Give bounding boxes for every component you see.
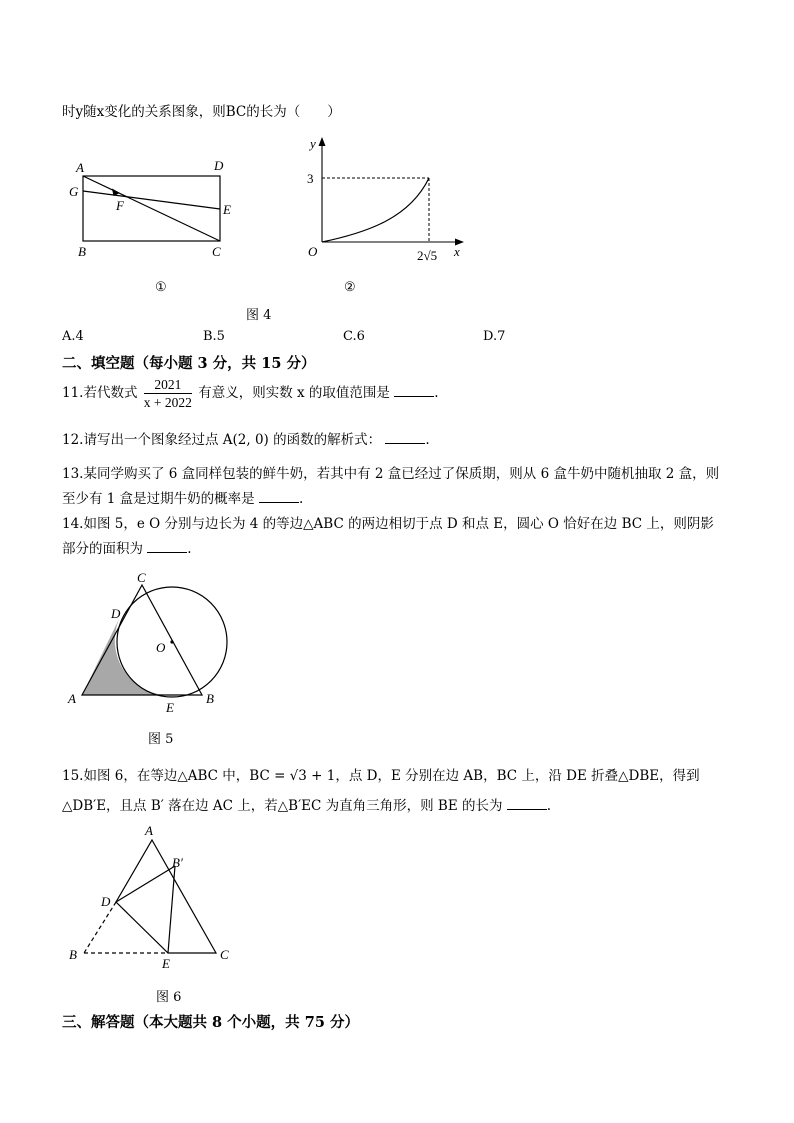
option-c: C.6 xyxy=(343,329,365,344)
figure-4-caption: 图 4 xyxy=(246,308,272,323)
fig5-label-O: O xyxy=(156,640,166,655)
fig1-label-D: D xyxy=(214,158,224,173)
fig6-label-B: B xyxy=(69,947,77,962)
fig2-axis-x: x xyxy=(454,244,460,259)
fig2-x-value: 2√5 xyxy=(417,248,438,263)
q11-suffix: 有意义，则实数 x 的取值范围是 xyxy=(198,385,390,401)
figure-6-caption: 图 6 xyxy=(156,990,182,1005)
q15-line-1: 15.如图 6，在等边△ABC 中，BC = √3 + 1，点 D，E 分别在边 AB，BC 上，沿 DE 折叠△DBE，得到 xyxy=(62,768,700,784)
q13-text: 至少有 1 盒是过期牛奶的概率是 xyxy=(62,491,255,507)
fig2-axis-y: y xyxy=(310,136,316,151)
fig6-label-C: C xyxy=(220,947,229,962)
option-a: A.4 xyxy=(62,329,84,344)
fig5-label-D: D xyxy=(111,606,121,621)
figure-5-caption: 图 5 xyxy=(148,732,174,747)
q11: 11.若代数式 $\frac{2021}{x + 2022}$ 有意义，则实数 x 的取值范围是 . xyxy=(62,377,439,410)
fig5-label-B: B xyxy=(206,691,214,706)
q12: 12.请写出一个图象经过点 A(2, 0) 的函数的解析式： . xyxy=(62,432,430,448)
fig6-label-B-prime: B′ xyxy=(172,855,183,870)
fig2-number: ② xyxy=(344,279,356,294)
q13-answer-blank[interactable] xyxy=(259,490,299,503)
fig1-label-G: G xyxy=(69,184,79,199)
fig1-label-C: C xyxy=(212,244,221,259)
q11-numerator: 2021 xyxy=(144,376,192,394)
q12-answer-blank[interactable] xyxy=(385,431,425,444)
q15-answer-blank[interactable] xyxy=(507,797,547,810)
fig1-number: ① xyxy=(155,279,167,294)
figure-5 xyxy=(60,568,240,718)
fig6-label-A: A xyxy=(145,823,153,838)
fig1-label-A: A xyxy=(76,160,84,175)
option-d: D.7 xyxy=(483,329,506,344)
q11-fraction xyxy=(144,376,192,411)
option-b: B.5 xyxy=(203,329,225,344)
fig6-label-D: D xyxy=(101,894,111,909)
q14-answer-blank[interactable] xyxy=(147,540,187,553)
fig1-label-F: F xyxy=(116,198,124,213)
q11-answer-blank[interactable] xyxy=(394,384,434,397)
fig5-label-A: A xyxy=(68,691,76,706)
fig5-label-E: E xyxy=(166,700,174,715)
q13-line-1: 13.某同学购买了 6 盒同样包装的鲜牛奶，若其中有 2 盒已经过了保质期，则从 6 盒牛奶中随机抽取 2 盒，则 xyxy=(62,466,720,482)
q14-line-2: 部分的面积为 . xyxy=(62,541,192,557)
q15-line-2: △DB′E，且点 B′ 落在边 AC 上，若△B′EC 为直角三角形，则 BE 的长为 . xyxy=(62,798,552,814)
q14-line-1: 14.如图 5，e O 分别与边长为 4 的等边△ABC 的两边相切于点 D 和点 E，圆心 O 恰好在边 BC 上，则阴影 xyxy=(62,516,714,532)
q10-text: 时y随x变化的关系图象，则BC的长为（ ） xyxy=(62,104,341,120)
figure-6 xyxy=(64,820,244,970)
fig2-origin: O xyxy=(308,244,318,259)
fig6-label-E: E xyxy=(162,956,170,970)
q13-line-2: 至少有 1 盒是过期牛奶的概率是 . xyxy=(62,491,304,507)
q11-prefix: 11.若代数式 xyxy=(62,385,138,401)
q15-text: △DB′E，且点 B′ 落在边 AC 上，若△B′EC 为直角三角形，则 BE 的长为 xyxy=(62,798,503,814)
q12-text: 12.请写出一个图象经过点 A(2, 0) 的函数的解析式： xyxy=(62,432,382,448)
figure-4-graph xyxy=(290,135,480,300)
figure-4-rectangle xyxy=(60,150,250,300)
fig5-label-C: C xyxy=(137,570,146,585)
fig2-y-value: 3 xyxy=(307,171,314,186)
fig1-label-B: B xyxy=(78,244,86,259)
fig1-label-E: E xyxy=(223,202,231,217)
section-3-heading: 三、解答题（本大题共 8 个小题，共 75 分） xyxy=(62,1014,359,1031)
section-2-heading: 二、填空题（每小题 3 分，共 15 分） xyxy=(62,355,316,372)
q14-text: 部分的面积为 xyxy=(62,541,143,557)
q11-denominator: x + 2022 xyxy=(143,395,192,410)
